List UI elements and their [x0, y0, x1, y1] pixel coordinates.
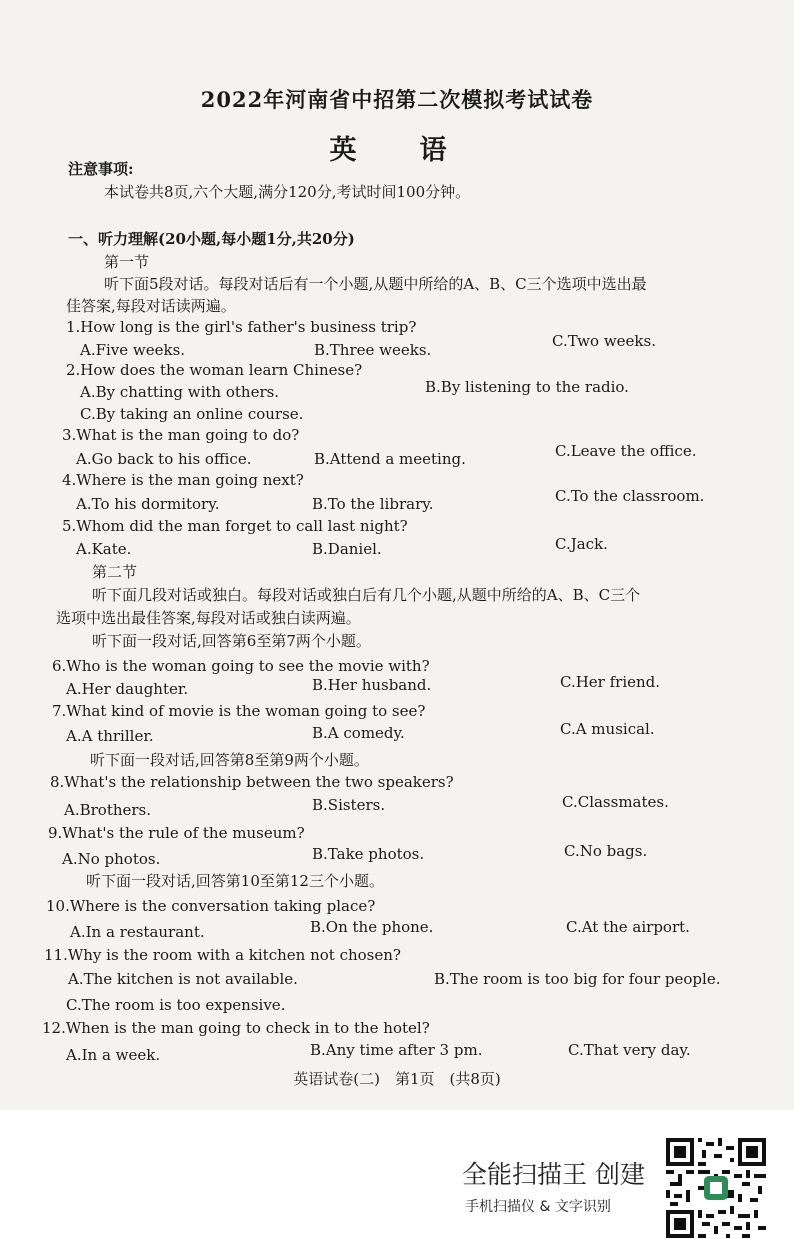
- subject-title: 英 语: [329, 135, 465, 166]
- section-heading: 一、听力理解(20小题,每小题1分,共20分): [68, 230, 355, 248]
- q11-option-b: B.The room is too big for four people.: [434, 970, 721, 988]
- question-5: 5.Whom did the man forget to call last night?: [62, 517, 408, 535]
- part1-title: 第一节: [104, 253, 150, 271]
- dialog-10-12-instruction: 听下面一段对话,回答第10至第12三个小题。: [86, 872, 384, 890]
- q7-option-b: B.A comedy.: [312, 724, 405, 742]
- question-2: 2.How does the woman learn Chinese?: [66, 361, 363, 379]
- q8-option-c: C.Classmates.: [562, 793, 669, 811]
- q12-option-a: A.In a week.: [66, 1046, 161, 1064]
- q6-option-b: B.Her husband.: [312, 676, 432, 694]
- q7-option-a: A.A thriller.: [66, 727, 154, 745]
- q12-option-c: C.That very day.: [568, 1041, 691, 1059]
- q1-option-a: A.Five weeks.: [80, 341, 186, 359]
- q11-option-a: A.The kitchen is not available.: [68, 970, 298, 988]
- notice-heading: 注意事项:: [68, 160, 134, 178]
- question-3: 3.What is the man going to do?: [62, 426, 300, 444]
- q5-option-b: B.Daniel.: [312, 540, 382, 558]
- question-8: 8.What's the relationship between the two speakers?: [50, 773, 454, 791]
- part2-instruction-2: 选项中选出最佳答案,每段对话或独白读两遍。: [56, 609, 361, 627]
- q9-option-c: C.No bags.: [564, 842, 648, 860]
- q9-option-a: A.No photos.: [62, 850, 161, 868]
- q1-option-b: B.Three weeks.: [314, 341, 432, 359]
- part1-instruction-2: 佳答案,每段对话读两遍。: [66, 297, 236, 315]
- part2-instruction-1: 听下面几段对话或独白。每段对话或独白后有几个小题,从题中所给的A、B、C三个: [92, 586, 641, 604]
- part2-title: 第二节: [92, 563, 138, 581]
- q4-option-c: C.To the classroom.: [555, 487, 705, 505]
- q8-option-b: B.Sisters.: [312, 796, 386, 814]
- question-10: 10.Where is the conversation taking place?: [46, 897, 376, 915]
- page-footer: 英语试卷(二) 第1页 (共8页): [293, 1070, 501, 1088]
- dialog-8-9-instruction: 听下面一段对话,回答第8至第9两个小题。: [90, 751, 369, 769]
- q2-option-b: B.By listening to the radio.: [425, 378, 629, 396]
- q10-option-c: C.At the airport.: [566, 918, 690, 936]
- q3-option-b: B.Attend a meeting.: [314, 450, 466, 468]
- dialog-6-7-instruction: 听下面一段对话,回答第6至第7两个小题。: [92, 632, 371, 650]
- q4-option-b: B.To the library.: [312, 495, 434, 513]
- q8-option-a: A.Brothers.: [64, 801, 152, 819]
- q6-option-c: C.Her friend.: [560, 673, 661, 691]
- q12-option-b: B.Any time after 3 pm.: [310, 1041, 483, 1059]
- question-7: 7.What kind of movie is the woman going to see?: [52, 702, 426, 720]
- notice-text: 本试卷共8页,六个大题,满分120分,考试时间100分钟。: [104, 183, 471, 201]
- question-4: 4.Where is the man going next?: [62, 471, 304, 489]
- q11-option-c: C.The room is too expensive.: [66, 996, 286, 1014]
- q3-option-a: A.Go back to his office.: [76, 450, 252, 468]
- question-6: 6.Who is the woman going to see the movie with?: [52, 657, 430, 675]
- q7-option-c: C.A musical.: [560, 720, 655, 738]
- q5-option-a: A.Kate.: [76, 540, 132, 558]
- qr-code-icon: [666, 1138, 766, 1238]
- q5-option-c: C.Jack.: [555, 535, 608, 553]
- q6-option-a: A.Her daughter.: [66, 680, 189, 698]
- question-12: 12.When is the man going to check in to the hotel?: [42, 1019, 430, 1037]
- q10-option-b: B.On the phone.: [310, 918, 434, 936]
- scanner-brand-subtitle: 手机扫描仪 & 文字识别: [465, 1199, 611, 1215]
- q9-option-b: B.Take photos.: [312, 845, 425, 863]
- part1-instruction-1: 听下面5段对话。每段对话后有一个小题,从题中所给的A、B、C三个选项中选出最: [104, 275, 647, 293]
- q2-option-c: C.By taking an online course.: [80, 405, 304, 423]
- question-1: 1.How long is the girl's father's business trip?: [66, 318, 417, 336]
- question-9: 9.What's the rule of the museum?: [48, 824, 305, 842]
- q3-option-c: C.Leave the office.: [555, 442, 697, 460]
- question-11: 11.Why is the room with a kitchen not chosen?: [44, 946, 401, 964]
- q1-option-c: C.Two weeks.: [552, 332, 656, 350]
- exam-title: 2022年河南省中招第二次模拟考试试卷: [200, 87, 594, 112]
- q4-option-a: A.To his dormitory.: [76, 495, 220, 513]
- q2-option-a: A.By chatting with others.: [80, 383, 280, 401]
- scanner-brand-title: 全能扫描王 创建: [462, 1160, 645, 1189]
- q10-option-a: A.In a restaurant.: [70, 923, 205, 941]
